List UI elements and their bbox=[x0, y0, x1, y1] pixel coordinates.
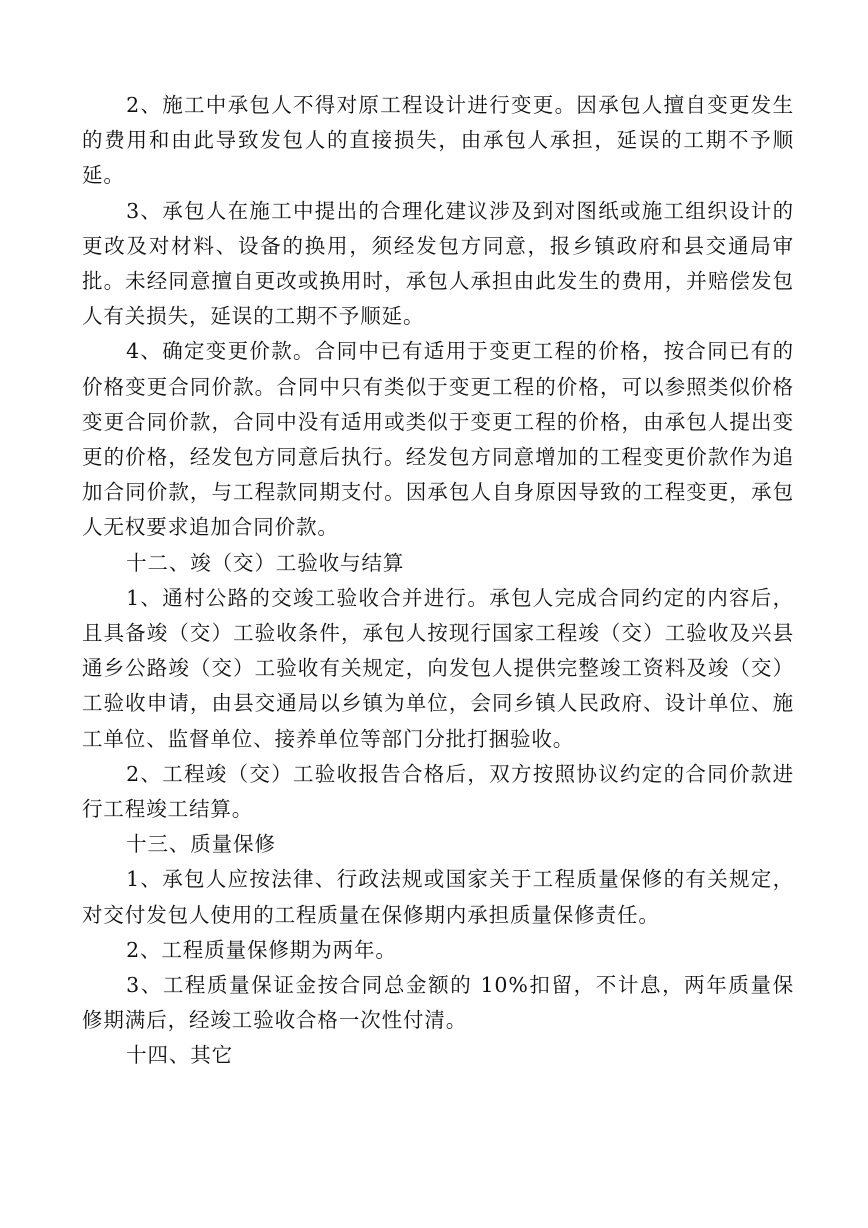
paragraph-final-settlement: 2、工程竣（交）工验收报告合格后，双方按照协议约定的合同价款进行工程竣工结算。 bbox=[82, 761, 794, 822]
document-body bbox=[82, 88, 794, 1074]
paragraph-rationalization-proposal: 3、承包人在施工中提出的合理化建议涉及到对图纸或施工组织设计的更改及对材料、设备的换用，须经发包方同意，报乡镇政府和县交通局审批。未经同意擅自更改或换用时，承包人承担由此发生的费用，并赔偿发包人有关损失，延误的工期不予顺延。 bbox=[82, 198, 794, 329]
section-heading-warranty: 十三、质量保修 bbox=[126, 832, 276, 857]
section-heading-other: 十四、其它 bbox=[126, 1043, 234, 1068]
paragraph-warranty-responsibility: 1、承包人应按法律、行政法规或国家关于工程质量保修的有关规定，对交付发包人使用的工程质量在保修期内承担质量保修责任。 bbox=[82, 867, 794, 927]
paragraph-change-price: 4、确定变更价款。合同中已有适用于变更工程的价格，按合同已有的价格变更合同价款。合同中只有类似于变更工程的价格，可以参照类似价格变更合同价款，合同中没有适用或类似于变更工程的价格，由承包人提出变更的价格，经发包方同意后执行。经发包方同意增加的工程变更价款作为追加合同价款，与工程款同期支付。因承包人自身原因导致的工程变更，承包人无权要求追加合同价款。 bbox=[82, 339, 794, 540]
paragraph-warranty-period: 2、工程质量保修期为两年。 bbox=[126, 937, 397, 962]
paragraph-design-change: 2、施工中承包人不得对原工程设计进行变更。因承包人擅自变更发生的费用和由此导致发包人的直接损失，由承包人承担，延误的工期不予顺延。 bbox=[82, 93, 794, 188]
paragraph-warranty-deposit: 3、工程质量保证金按合同总金额的 10%扣留，不计息，两年质量保修期满后，经竣工验收合格一次性付清。 bbox=[82, 973, 794, 1033]
paragraph-acceptance-process: 1、通村公路的交竣工验收合并进行。承包人完成合同约定的内容后，且具备竣（交）工验收条件，承包人按现行国家工程竣（交）工验收及兴县通乡公路竣（交）工验收有关规定，向发包人提供完整竣工资料及竣（交）工验收申请，由县交通局以乡镇为单位，会同乡镇人民政府、设计单位、施工单位、监督单位、接养单位等部门分批打捆验收。 bbox=[82, 585, 794, 751]
section-heading-acceptance: 十二、竣（交）工验收与结算 bbox=[126, 550, 405, 575]
